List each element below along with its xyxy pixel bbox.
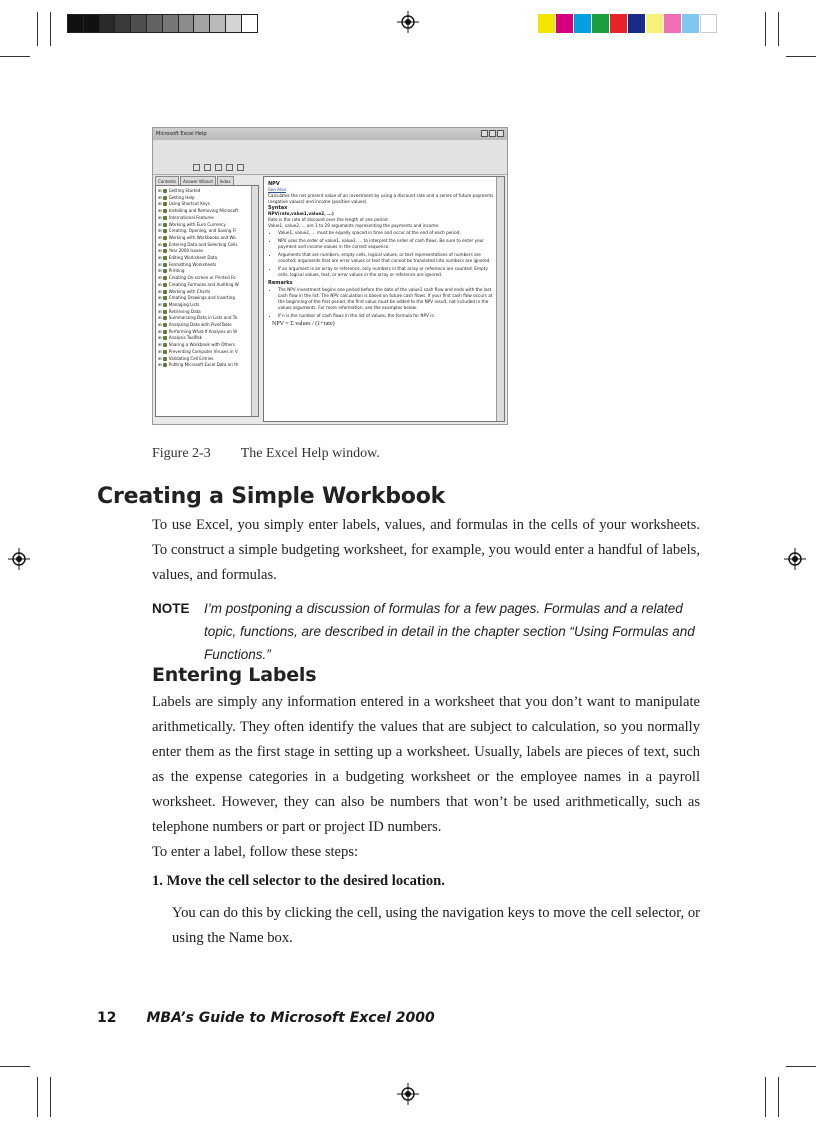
book-icon (163, 357, 167, 361)
caption-text: The Excel Help window. (240, 446, 380, 461)
tree-item: ⊞ Creating Formulas and Auditing W (158, 281, 239, 287)
maximize-icon (489, 130, 496, 137)
process-color-bar (538, 14, 718, 33)
tree-item: ⊞ Analysis ToolPak (158, 335, 203, 341)
help-window-titlebar (153, 128, 507, 140)
tab-index: Index (217, 176, 234, 185)
tree-item-label: Retrieving Data (168, 308, 201, 314)
tree-item: ⊞ Editing Worksheet Data (158, 255, 218, 261)
tree-item: ⊞ Working with Charts (158, 288, 211, 294)
tree-item: ⊞ International Features (158, 214, 214, 220)
registration-mark-icon (784, 548, 806, 570)
step-title: 1. Move the cell selector to the desired location. (152, 873, 445, 889)
book-icon (163, 310, 167, 314)
tree-item: ⊞ Getting Started (158, 188, 201, 193)
tree-item-label: Working with Charts (168, 288, 211, 294)
tree-item-label: Validating Cell Entries (168, 355, 214, 361)
body-paragraph: Labels are simply any information entered in a worksheet that you don’t want to manipulate arithmetically. They often identify the values that are subject to calculation, so you normally enter them as the first stage in setting up a worksheet. Usually, labels are pieces of text, such as the expense categories in a budgeting worksheet or the employee names in a payroll worksheet. However, they can also be numbers that won’t be used arithmetically, such as telephone numbers or part or project ID numbers. (152, 694, 700, 835)
values-text: Value1, value2, ... are 1 to 29 arguments representing the payments and income. (268, 223, 440, 228)
tree-item-label: Installing and Removing Microsoft (168, 208, 239, 214)
topic-scrollbar (496, 177, 504, 421)
tree-item-label: Using Shortcut Keys (168, 201, 210, 207)
hide-icon (193, 164, 200, 171)
note-text: I’m postponing a discussion of formulas for a few pages. Formulas and a related topic, functions, are described in detail in the chapter section “Using Formulas and Functions.” (204, 601, 695, 662)
tree-item: ⊞ Sharing a Workbook with Others (158, 342, 235, 348)
book-icon (163, 296, 167, 300)
book-icon (163, 303, 167, 307)
tree-item-label: Working with Euro Currency (168, 221, 226, 227)
tree-item: ⊞ Year 2000 Issues (158, 248, 204, 254)
book-icon (163, 243, 167, 247)
list-item: • If n is the number of cash flows in the list of values, the formula for NPV is: (278, 313, 494, 319)
figure-number: Figure 2-3 (152, 446, 211, 461)
list-item: • Value1, value2, ... must be equally spaced in time and occur at the end of each period. (278, 230, 494, 236)
tree-item-label: Analysis ToolPak (168, 335, 203, 341)
page-footer (97, 1010, 435, 1026)
close-icon (497, 130, 504, 137)
list-item: • If an argument is an array or reference, only numbers in that array or reference are counted. Empty cells, logical values, text, or error values in the array or reference are ignored. (278, 266, 494, 278)
tree-item: ⊞ Validating Cell Entries (158, 355, 214, 361)
book-icon (163, 330, 167, 334)
note-block (152, 597, 700, 666)
tree-item: ⊞ Installing and Removing Microsoft (158, 208, 239, 214)
syntax-text: NPV(rate,value1,value2, ...) (268, 211, 334, 216)
book-icon (163, 343, 167, 347)
book-icon (163, 316, 167, 320)
tree-item-label: Sharing a Workbook with Others (168, 342, 235, 348)
book-icon (163, 283, 167, 287)
tree-item-label: Analyzing Data with PivotTable (168, 322, 232, 328)
list-item: • The NPV investment begins one period before the date of the value1 cash flow and ends with the last cash flow in the list. The NPV calculation is based on future cash flows. If your first cash flow occurs at the beginning of the first period, the first value must be added to the NPV result, not included in the values arguments. For more information, see the examples below. (278, 287, 494, 311)
tree-item-label: Managing Lists (168, 301, 200, 307)
tree-item: ⊞ Analyzing Data with PivotTable (158, 322, 232, 328)
help-contents-pane (155, 176, 259, 422)
tree-item: ⊞ Getting Help (158, 194, 195, 200)
book-icon (163, 223, 167, 227)
tree-item-label: Summarizing Data in Lists and Ta (168, 315, 238, 321)
tree-item: ⊞ Managing Lists (158, 301, 200, 307)
topic-heading: NPV (268, 181, 280, 187)
book-icon (163, 336, 167, 340)
book-icon (163, 363, 167, 367)
tree-item-label: Formatting Worksheets (168, 261, 217, 267)
book-icon (163, 290, 167, 294)
tree-item-label: Performing What-If Analysis on W (168, 328, 238, 334)
tree-item: ⊞ Creating, Opening, and Saving Fi (158, 228, 236, 234)
tree-item: ⊞ Printing (158, 268, 185, 274)
tree-item: ⊞ Putting Microsoft Excel Data on th (158, 362, 239, 368)
tree-item: ⊞ Entering Data and Selecting Cells (158, 241, 238, 247)
tree-item-label: International Features (168, 214, 214, 220)
tree-item: ⊞ Summarizing Data in Lists and Ta (158, 315, 238, 321)
tree-item-label: Printing (168, 268, 185, 274)
tree-scrollbar (251, 186, 258, 416)
help-toolbar (153, 140, 507, 175)
remarks-label: Remarks (268, 280, 293, 286)
tree-item: ⊞ Preventing Computer Viruses in V (158, 348, 238, 354)
forward-icon (215, 164, 222, 171)
grayscale-color-bar (67, 14, 257, 33)
book-icon (163, 269, 167, 273)
book-icon (163, 249, 167, 253)
tree-item-label: Entering Data and Selecting Cells (168, 241, 238, 247)
back-icon (204, 164, 211, 171)
body-paragraph: To enter a label, follow these steps: (152, 844, 359, 860)
book-icon (163, 236, 167, 240)
list-item: • Arguments that are numbers, empty cells, logical values, or text representations of numbers are counted; arguments that are error values or text that cannot be translated into numbers are ignored. (278, 252, 494, 264)
tree-item: ⊞ Using Shortcut Keys (158, 201, 210, 207)
help-topic-pane (263, 176, 505, 422)
tree-item: ⊞ Formatting Worksheets (158, 261, 217, 267)
book-icon (163, 323, 167, 327)
print-icon (226, 164, 233, 171)
tree-item: ⊞ Working with Workbooks and Wo (158, 234, 236, 240)
tree-item-label: Getting Started (168, 188, 201, 193)
registration-mark-icon (397, 1083, 419, 1105)
list-item: • NPV uses the order of value1, value2, ... to interpret the order of cash flows. Be sure to enter your payment and income values in the correct sequence. (278, 238, 494, 250)
tree-item-label: Year 2000 Issues (168, 248, 204, 254)
book-title: MBA’s Guide to Microsoft Excel 2000 (146, 1010, 435, 1026)
registration-mark-icon (8, 548, 30, 570)
topic-intro: Calculates the net present value of an investment by using a discount rate and a series of future payments (negative values) and income (positive values). (268, 193, 494, 204)
book-icon (163, 263, 167, 267)
tree-item: ⊞ Working with Euro Currency (158, 221, 226, 227)
see-also-link: See Also (268, 187, 286, 192)
book-icon (163, 189, 167, 193)
tree-item-label: Creating On-screen or Printed Fo (168, 275, 236, 281)
tree-item-label: Editing Worksheet Data (168, 255, 218, 261)
note-label: NOTE (152, 601, 190, 616)
book-icon (163, 196, 167, 200)
book-icon (163, 256, 167, 260)
tree-item-label: Preventing Computer Viruses in V (168, 348, 238, 354)
body-paragraph: To use Excel, you simply enter labels, values, and formulas in the cells of your worksheets. To construct a simple budgeting worksheet, for example, you would enter a handful of labels, values, and formulas. (152, 517, 700, 583)
tab-contents: Contents (155, 176, 179, 185)
book-icon (163, 216, 167, 220)
figure-caption (152, 446, 380, 462)
subsection-heading: Entering Labels (152, 664, 317, 686)
minimize-icon (481, 130, 488, 137)
section-heading: Creating a Simple Workbook (97, 484, 446, 509)
tab-answer-wizard: Answer Wizard (180, 176, 216, 185)
tree-item: ⊞ Performing What-If Analysis on W (158, 328, 238, 334)
book-icon (163, 350, 167, 354)
tree-item-label: Creating, Opening, and Saving Fi (168, 228, 236, 234)
registration-mark-icon (397, 11, 419, 33)
npv-formula: NPV = Σ values / (1+rate) (272, 321, 335, 327)
book-icon (163, 202, 167, 206)
tree-item: ⊞ Creating Drawings and Inserting (158, 295, 235, 301)
tree-item-label: Getting Help (168, 194, 195, 200)
contents-tree (155, 185, 259, 417)
page-number: 12 (97, 1010, 117, 1026)
tree-item-label: Putting Microsoft Excel Data on th (168, 362, 239, 368)
rate-text: Rate is the rate of discount over the length of one period. (268, 217, 389, 222)
options-icon (237, 164, 244, 171)
tree-item: ⊞ Retrieving Data (158, 308, 201, 314)
tree-item-label: Creating Drawings and Inserting (168, 295, 235, 301)
excel-help-screenshot (152, 127, 508, 425)
tree-item-label: Working with Workbooks and Wo (168, 234, 236, 240)
tree-item-label: Creating Formulas and Auditing W (168, 281, 239, 287)
book-icon (163, 209, 167, 213)
syntax-label: Syntax (268, 205, 288, 211)
help-window-title: Microsoft Excel Help (156, 131, 207, 137)
book-icon (163, 229, 167, 233)
book-icon (163, 276, 167, 280)
tree-item: ⊞ Creating On-screen or Printed Fo (158, 275, 236, 281)
step-body: You can do this by clicking the cell, using the navigation keys to move the cell selector, or using the Name box. (172, 905, 700, 946)
